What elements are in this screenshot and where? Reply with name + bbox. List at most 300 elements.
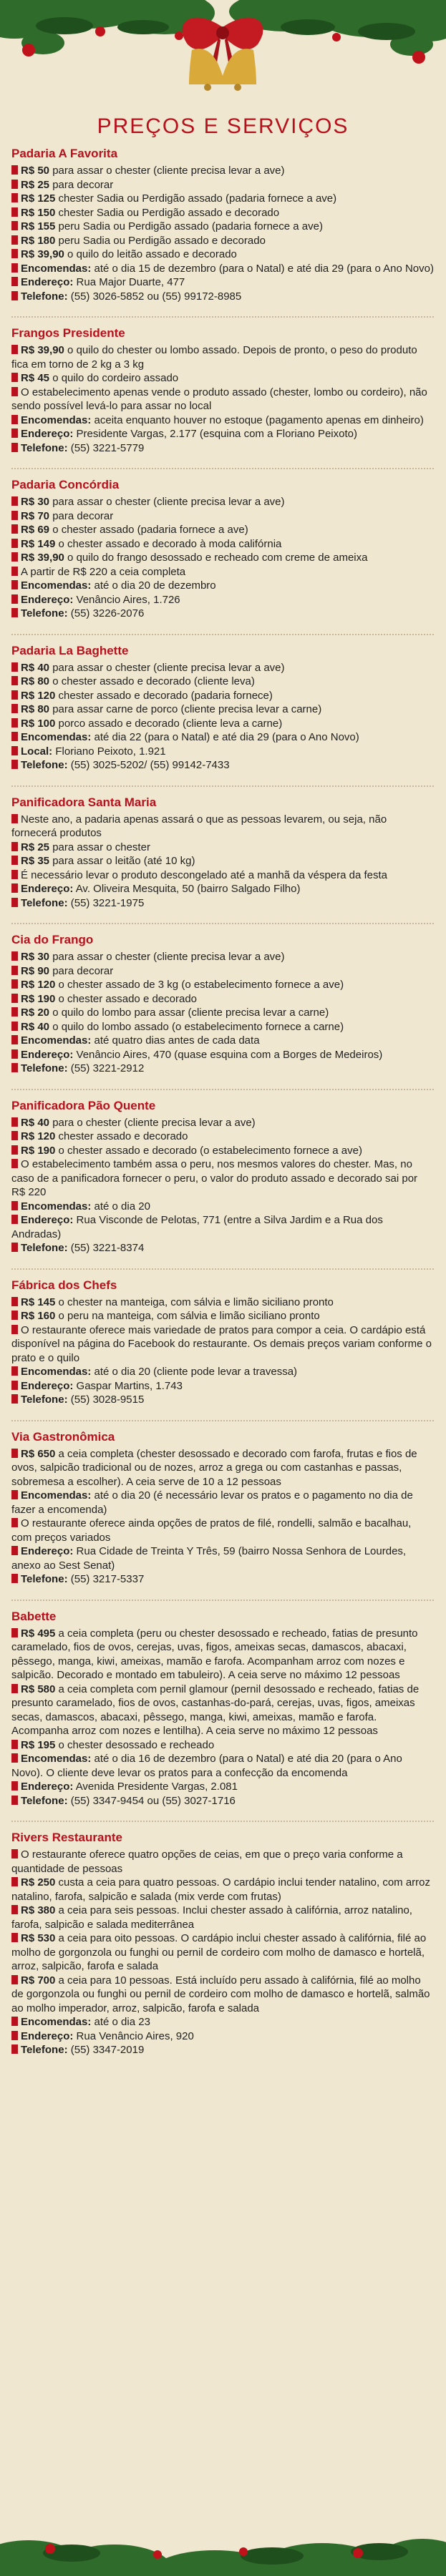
- red-square-bullet-icon: [11, 1022, 18, 1031]
- info-line: [11, 386, 434, 413]
- red-square-bullet-icon: [11, 1740, 18, 1749]
- info-line: [11, 537, 434, 552]
- info-line-text: para assar o chester (cliente precisa levar a ave): [49, 661, 285, 674]
- info-line-label: R$ 70: [21, 509, 50, 522]
- red-square-bullet-icon: [11, 2017, 18, 2026]
- info-line-text: o chester assado e decorado (cliente leva): [49, 675, 255, 687]
- info-line: [11, 1048, 434, 1062]
- info-line: [11, 689, 434, 703]
- info-line-label: R$ 45: [21, 372, 50, 384]
- info-line: [11, 1062, 434, 1076]
- info-line: [11, 413, 434, 428]
- red-square-bullet-icon: [11, 1297, 18, 1306]
- info-line-text: Rua Venâncio Aires, 920: [73, 2029, 194, 2042]
- info-line-label: Encomendas:: [21, 2016, 92, 2028]
- section-divider: [11, 468, 434, 469]
- info-line: [11, 702, 434, 717]
- establishment-entry: [11, 326, 434, 455]
- red-square-bullet-icon: [11, 870, 18, 879]
- red-square-bullet-icon: [11, 1849, 18, 1858]
- info-line-text: para decorar: [49, 178, 114, 191]
- info-line-text: até o dia 20 de dezembro: [91, 579, 216, 592]
- info-line-text: chester Sadia ou Perdigão assado e decorado: [55, 206, 280, 219]
- info-line-text: Av. Oliveira Mesquita, 50 (bairro Salgado Filho): [73, 883, 301, 895]
- info-line: [11, 745, 434, 759]
- info-line: [11, 593, 434, 607]
- info-line-text: para decorar: [49, 964, 114, 977]
- establishment-entry: [11, 644, 434, 773]
- info-line: [11, 1116, 434, 1130]
- red-square-bullet-icon: [11, 1796, 18, 1805]
- info-line-label: Telefone:: [21, 441, 68, 454]
- red-square-bullet-icon: [11, 690, 18, 700]
- info-line-label: R$ 20: [21, 1007, 50, 1019]
- info-line-text: até dia 22 (para o Natal) e até dia 29 (para o Ano Novo): [91, 731, 359, 743]
- info-line-label: Telefone:: [21, 290, 68, 303]
- red-square-bullet-icon: [11, 1201, 18, 1210]
- red-square-bullet-icon: [11, 1311, 18, 1320]
- info-line-label: R$ 380: [21, 1904, 56, 1916]
- info-line-text: custa a ceia para quatro pessoas. O cardápio inclui tender natalino, com arroz natalino, farofa, salpicão e salada (mix verde com frutas): [11, 1876, 430, 1903]
- info-line: [11, 758, 434, 773]
- info-line-text: chester assado e decorado: [55, 1130, 188, 1142]
- red-square-bullet-icon: [11, 662, 18, 672]
- info-line-text: (55) 3221-1975: [67, 896, 145, 909]
- info-line-text: para assar carne de porco (cliente precisa levar a carne): [49, 703, 322, 715]
- info-line: [11, 868, 434, 883]
- info-line-label: Encomendas:: [21, 413, 92, 426]
- info-line-label: R$ 25: [21, 178, 50, 191]
- info-line-text: Rua Cidade de Treinta Y Três, 59 (bairro Nossa Senhora de Lourdes, anexo ao Sest Senat): [11, 1545, 407, 1572]
- establishment-name: Babette: [11, 1609, 57, 1623]
- info-line-text: a ceia completa (peru ou chester desossado e recheado, fatias de presunto caramelado, fios de ovos, cerejas, uvas, figos, ameixas secas, damascos, abacaxi, pêssego, manga, kiwi, ameixas, mamão e farofa. Acompanham arroz com nozes e salpicão. Decorado e montado em tabuleiro). A ceia serve no máximo 12 pessoas: [11, 1627, 418, 1681]
- info-line: [11, 262, 434, 276]
- red-square-bullet-icon: [11, 1159, 18, 1168]
- info-line-text: até o dia 23: [91, 2016, 150, 2028]
- info-line-label: Endereço:: [21, 1048, 74, 1061]
- info-line-label: Endereço:: [21, 593, 74, 606]
- info-line-label: R$ 150: [21, 206, 56, 219]
- info-line: [11, 1627, 434, 1683]
- section-divider: [11, 1600, 434, 1601]
- red-square-bullet-icon: [11, 524, 18, 534]
- red-square-bullet-icon: [11, 277, 18, 286]
- info-line-label: R$ 30: [21, 951, 50, 963]
- section-divider: [11, 316, 434, 318]
- info-line-text: O estabelecimento apenas vende o produto assado (chester, lombo ou cordeiro), não sendo possível levá-lo para assar no local: [11, 386, 427, 412]
- info-line: [11, 1544, 434, 1572]
- info-line-text: até quatro dias antes de cada data: [91, 1034, 260, 1047]
- red-square-bullet-icon: [11, 676, 18, 685]
- info-line-text: (55) 3221-5779: [67, 441, 145, 454]
- red-square-bullet-icon: [11, 951, 18, 961]
- info-line: [11, 275, 434, 290]
- info-line: [11, 1323, 434, 1366]
- info-line-label: R$ 40: [21, 1116, 50, 1129]
- section-divider: [11, 1268, 434, 1270]
- page-title: PREÇOS E SERVIÇOS: [97, 114, 349, 138]
- info-line-text: Neste ano, a padaria apenas assará o que as pessoas levarem, ou seja, não fornecerá produtos: [11, 813, 387, 839]
- red-square-bullet-icon: [11, 249, 18, 258]
- info-line: [11, 1213, 434, 1241]
- red-square-bullet-icon: [11, 842, 18, 851]
- info-line-label: R$ 160: [21, 1310, 56, 1322]
- red-square-bullet-icon: [11, 443, 18, 452]
- red-square-bullet-icon: [11, 552, 18, 562]
- info-line-text: A partir de R$ 220 a ceia completa: [21, 565, 186, 578]
- info-line: [11, 1876, 434, 1904]
- section-divider: [11, 785, 434, 787]
- info-line-label: R$ 580: [21, 1683, 56, 1695]
- info-line-label: R$ 190: [21, 1144, 56, 1157]
- info-line-text: Rua Major Duarte, 477: [73, 276, 185, 288]
- red-square-bullet-icon: [11, 814, 18, 823]
- section-divider: [11, 923, 434, 924]
- info-line-text: (55) 3221-2912: [67, 1062, 145, 1074]
- info-line: [11, 192, 434, 206]
- info-line: [11, 1848, 434, 1876]
- info-line-label: R$ 25: [21, 841, 50, 853]
- red-square-bullet-icon: [11, 1007, 18, 1017]
- info-line: [11, 234, 434, 248]
- info-line-label: R$ 39,90: [21, 344, 64, 356]
- info-line-text: a ceia para oito pessoas. O cardápio inclui chester assado à califórnia, filé ao molho de gorgonzola ou funghi ou pernil de cordeiro com molho de damasco e hortelã, arroz, salpicão, farofa e salada: [11, 1932, 427, 1972]
- info-line: [11, 495, 434, 509]
- red-square-bullet-icon: [11, 898, 18, 907]
- red-square-bullet-icon: [11, 856, 18, 865]
- info-line: [11, 1020, 434, 1034]
- red-square-bullet-icon: [11, 1975, 18, 1984]
- info-line: [11, 551, 434, 565]
- info-line-label: Encomendas:: [21, 731, 92, 743]
- red-square-bullet-icon: [11, 1449, 18, 1458]
- info-line-label: R$ 39,90: [21, 552, 64, 564]
- info-line: [11, 1794, 434, 1808]
- info-line-label: R$ 90: [21, 964, 50, 977]
- info-line-label: Telefone:: [21, 896, 68, 909]
- info-line-text: (55) 3226-2076: [67, 607, 145, 619]
- info-line: [11, 427, 434, 441]
- info-line-label: R$ 120: [21, 689, 56, 702]
- establishment-entry: [11, 933, 434, 1076]
- info-line-label: R$ 120: [21, 1130, 56, 1142]
- red-square-bullet-icon: [11, 511, 18, 520]
- red-square-bullet-icon: [11, 496, 18, 506]
- info-line-text: (55) 3026-5852 ou (55) 99172-8985: [67, 290, 242, 303]
- info-line-text: o chester assado de 3 kg (o estabelecimento fornece a ave): [55, 979, 344, 991]
- info-line-label: Encomendas:: [21, 1034, 92, 1047]
- info-line-text: o peru na manteiga, com sálvia e limão siciliano pronto: [55, 1310, 320, 1322]
- info-line: [11, 841, 434, 855]
- christmas-garland-footer: [0, 2462, 446, 2576]
- info-line-text: para assar o chester (cliente precisa levar a ave): [49, 165, 285, 177]
- red-square-bullet-icon: [11, 1131, 18, 1140]
- establishment-name: Cia do Frango: [11, 933, 94, 946]
- red-square-bullet-icon: [11, 1781, 18, 1791]
- establishment-name: Panificadora Pão Quente: [11, 1098, 156, 1112]
- info-line: [11, 1447, 434, 1489]
- info-line-text: O estabelecimento também assa o peru, nos mesmos valores do chester. Mas, no caso de a panificadora fornecer o peru, o valor do produto assado e decorado sai por R$ 220: [11, 1158, 418, 1198]
- info-line-text: até o dia 15 de dezembro (para o Natal) e até dia 29 (para o Ano Novo): [91, 262, 434, 275]
- info-line-label: Encomendas:: [21, 1489, 92, 1502]
- info-line: [11, 1489, 434, 1517]
- info-line-text: para assar o chester (cliente precisa levar a ave): [49, 951, 285, 963]
- red-square-bullet-icon: [11, 608, 18, 617]
- establishment-entry: [11, 1430, 434, 1587]
- info-line-text: o chester assado (padaria fornece a ave): [49, 524, 248, 536]
- red-square-bullet-icon: [11, 345, 18, 354]
- info-line-label: Endereço:: [21, 428, 74, 440]
- info-line-text: o quilo do frango desossado e recheado com creme de ameixa: [64, 552, 368, 564]
- establishment-name: Panificadora Santa Maria: [11, 795, 157, 809]
- red-square-bullet-icon: [11, 1905, 18, 1914]
- establishment-name: Padaria A Favorita: [11, 147, 118, 160]
- info-line-text: até o dia 20 (cliente pode levar a travessa): [91, 1366, 298, 1378]
- info-line-text: o quilo do leitão assado e decorado: [64, 248, 237, 260]
- info-line-text: o quilo do lombo para assar (cliente precisa levar a carne): [49, 1007, 329, 1019]
- red-square-bullet-icon: [11, 207, 18, 217]
- info-line-label: Endereço:: [21, 1214, 74, 1226]
- info-line-label: R$ 69: [21, 524, 50, 536]
- info-line-text: o quilo do cordeiro assado: [49, 372, 179, 384]
- red-square-bullet-icon: [11, 760, 18, 769]
- info-line: [11, 2015, 434, 2029]
- red-square-bullet-icon: [11, 1933, 18, 1942]
- red-square-bullet-icon: [11, 979, 18, 989]
- red-square-bullet-icon: [11, 1753, 18, 1763]
- info-line-text: o quilo do chester ou lombo assado. Depois de pronto, o peso do produto fica em torno de 2 kg a 3 kg: [11, 344, 417, 371]
- info-line: [11, 1144, 434, 1158]
- info-line-text: (55) 3347-9454 ou (55) 3027-1716: [67, 1794, 236, 1807]
- red-square-bullet-icon: [11, 235, 18, 245]
- info-line-label: R$ 149: [21, 537, 56, 550]
- red-square-bullet-icon: [11, 994, 18, 1003]
- info-line-text: para assar o chester (cliente precisa levar a ave): [49, 496, 285, 508]
- info-line-text: (55) 3217-5337: [67, 1573, 145, 1585]
- info-line-text: O restaurante oferece mais variedade de pratos para compor a ceia. O cardápio está disponível na página do Facebook do restaurante. Os demais preços variam conforme o prato e o quilo: [11, 1323, 432, 1364]
- info-line-label: Telefone:: [21, 2044, 68, 2056]
- red-square-bullet-icon: [11, 1628, 18, 1637]
- red-square-bullet-icon: [11, 428, 18, 438]
- red-square-bullet-icon: [11, 1243, 18, 1252]
- info-line-text: Presidente Vargas, 2.177 (esquina com a Floriano Peixoto): [73, 428, 357, 440]
- establishment-name: Rivers Restaurante: [11, 1831, 122, 1844]
- red-square-bullet-icon: [11, 415, 18, 424]
- info-line-label: R$ 100: [21, 717, 56, 730]
- info-line: [11, 164, 434, 178]
- info-line: [11, 1034, 434, 1048]
- info-line: [11, 290, 434, 304]
- info-line: [11, 2029, 434, 2044]
- info-line-label: R$ 80: [21, 675, 50, 687]
- establishment-name: Padaria La Baghette: [11, 643, 129, 657]
- establishment-entry: [11, 1278, 434, 1407]
- info-line-text: Avenida Presidente Vargas, 2.081: [73, 1781, 238, 1793]
- info-line-label: Telefone:: [21, 1573, 68, 1585]
- info-line-label: Endereço:: [21, 1379, 74, 1392]
- info-line-label: R$ 195: [21, 1738, 56, 1751]
- info-line-text: a ceia para 10 pessoas. Está incluído peru assado à califórnia, filé ao molho de gorgonzola ou funghi ou pernil de cordeiro com molho de damasco e hortelã, salmão ao molho imperador, arroz, salpicão, farofa e salada: [11, 1974, 430, 2014]
- info-line: [11, 896, 434, 911]
- red-square-bullet-icon: [11, 1049, 18, 1059]
- info-line: [11, 220, 434, 234]
- info-line: [11, 661, 434, 675]
- info-line-label: R$ 35: [21, 855, 50, 867]
- establishment-entry: [11, 795, 434, 911]
- establishment-entry: [11, 1610, 434, 1808]
- info-line-text: (55) 3028-9515: [67, 1394, 145, 1406]
- info-line: [11, 1683, 434, 1738]
- info-line-text: Venâncio Aires, 1.726: [73, 593, 180, 606]
- red-square-bullet-icon: [11, 193, 18, 202]
- red-square-bullet-icon: [11, 1490, 18, 1499]
- establishment-name: Via Gastronômica: [11, 1429, 115, 1444]
- info-line-label: R$ 40: [21, 1020, 50, 1033]
- info-line-label: R$ 145: [21, 1296, 56, 1308]
- info-line: [11, 1517, 434, 1544]
- info-line-text: o chester desossado e recheado: [55, 1738, 215, 1751]
- red-square-bullet-icon: [11, 1117, 18, 1127]
- content: [11, 147, 434, 2057]
- red-square-bullet-icon: [11, 1546, 18, 1555]
- info-line-label: Endereço:: [21, 1781, 74, 1793]
- info-line: [11, 565, 434, 579]
- red-square-bullet-icon: [11, 732, 18, 741]
- red-square-bullet-icon: [11, 539, 18, 548]
- red-square-bullet-icon: [11, 2044, 18, 2054]
- info-line-label: Encomendas:: [21, 579, 92, 592]
- info-line-label: R$ 190: [21, 992, 56, 1005]
- info-line-text: para o chester (cliente precisa levar a ave): [49, 1116, 256, 1129]
- section-divider: [11, 634, 434, 635]
- info-line-label: Encomendas:: [21, 1366, 92, 1378]
- info-line-text: o quilo do lombo assado (o estabelecimento fornece a carne): [49, 1020, 344, 1033]
- info-line: [11, 1157, 434, 1200]
- info-line-text: até o dia 16 de dezembro (para o Natal) e até dia 20 (para o Ano Novo). O cliente deve levar os pratos para a confecção da encomenda: [11, 1753, 402, 1779]
- section-divider: [11, 1420, 434, 1421]
- info-line: [11, 1130, 434, 1144]
- info-line: [11, 371, 434, 386]
- red-square-bullet-icon: [11, 1325, 18, 1334]
- info-line-text: para assar o leitão (até 10 kg): [49, 855, 195, 867]
- info-line-label: Encomendas:: [21, 1753, 92, 1765]
- info-line-text: (55) 3347-2019: [67, 2044, 145, 2056]
- red-square-bullet-icon: [11, 1063, 18, 1072]
- info-line-text: Gaspar Martins, 1.743: [73, 1379, 183, 1392]
- red-square-bullet-icon: [11, 291, 18, 300]
- info-line-text: (55) 3221-8374: [67, 1242, 145, 1254]
- info-line-label: Telefone:: [21, 1242, 68, 1254]
- red-square-bullet-icon: [11, 580, 18, 589]
- info-line-label: R$ 125: [21, 192, 56, 205]
- establishment-entry: [11, 478, 434, 621]
- info-line: [11, 1752, 434, 1780]
- info-line-text: até o dia 20 (é necessário levar os pratos e o pagamento no dia de fazer a encomenda): [11, 1489, 413, 1516]
- info-line: [11, 1379, 434, 1394]
- info-line: [11, 1393, 434, 1407]
- info-line: [11, 1780, 434, 1794]
- info-line-text: Floriano Peixoto, 1.921: [52, 745, 166, 758]
- red-square-bullet-icon: [11, 2031, 18, 2040]
- red-square-bullet-icon: [11, 1145, 18, 1155]
- info-line: [11, 854, 434, 868]
- info-line-label: R$ 155: [21, 220, 56, 232]
- info-line: [11, 178, 434, 192]
- info-line-label: Endereço:: [21, 1545, 74, 1557]
- info-line-text: o chester na manteiga, com sálvia e limão siciliano pronto: [55, 1296, 334, 1308]
- info-line: [11, 343, 434, 371]
- section-divider: [11, 1089, 434, 1090]
- info-line: [11, 717, 434, 731]
- info-line: [11, 509, 434, 524]
- info-line: [11, 607, 434, 621]
- info-line: [11, 441, 434, 456]
- info-line-text: para decorar: [49, 509, 114, 522]
- red-square-bullet-icon: [11, 1215, 18, 1224]
- info-line-text: peru Sadia ou Perdigão assado (padaria fornece a ave): [55, 220, 323, 232]
- info-line-label: Endereço:: [21, 276, 74, 288]
- establishment-entry: [11, 1099, 434, 1255]
- info-line-label: Encomendas:: [21, 1200, 92, 1213]
- red-square-bullet-icon: [11, 165, 18, 175]
- info-line: [11, 1200, 434, 1214]
- red-square-bullet-icon: [11, 180, 18, 189]
- info-line-label: Telefone:: [21, 1062, 68, 1074]
- info-line-label: R$ 700: [21, 1974, 56, 1987]
- info-line: [11, 1572, 434, 1587]
- info-line: [11, 882, 434, 896]
- red-square-bullet-icon: [11, 1366, 18, 1376]
- red-square-bullet-icon: [11, 746, 18, 755]
- info-line-label: Telefone:: [21, 1794, 68, 1807]
- red-square-bullet-icon: [11, 1574, 18, 1583]
- info-line-text: chester assado e decorado (padaria fornece): [55, 689, 273, 702]
- red-square-bullet-icon: [11, 594, 18, 604]
- info-line-label: R$ 250: [21, 1876, 56, 1889]
- info-line: [11, 1974, 434, 2016]
- info-line: [11, 2043, 434, 2057]
- red-square-bullet-icon: [11, 263, 18, 273]
- info-line-label: R$ 40: [21, 661, 50, 674]
- red-square-bullet-icon: [11, 1684, 18, 1693]
- info-line: [11, 523, 434, 537]
- red-square-bullet-icon: [11, 1035, 18, 1044]
- info-line-label: Endereço:: [21, 883, 74, 895]
- red-square-bullet-icon: [11, 883, 18, 893]
- establishment-entry: [11, 1831, 434, 2057]
- red-square-bullet-icon: [11, 704, 18, 713]
- red-square-bullet-icon: [11, 373, 18, 382]
- info-line-label: R$ 50: [21, 165, 50, 177]
- info-line-text: o chester assado e decorado à moda califórnia: [55, 537, 282, 550]
- info-line-label: R$ 39,90: [21, 248, 64, 260]
- red-square-bullet-icon: [11, 1877, 18, 1886]
- info-line-label: Local:: [21, 745, 53, 758]
- red-square-bullet-icon: [11, 1394, 18, 1404]
- info-line-text: (55) 3025-5202/ (55) 99142-7433: [67, 759, 230, 771]
- info-line-text: a ceia completa (chester desossado e decorado com farofa, frutas e fios de ovos, salpicão tradicional ou de nozes, arroz a grega ou com castanhas e passas, sobremesa a escolher). A ceia serve de 10 a 12 pessoas: [11, 1447, 417, 1488]
- red-square-bullet-icon: [11, 718, 18, 728]
- info-line-label: Telefone:: [21, 1394, 68, 1406]
- establishment-name: Padaria Concórdia: [11, 478, 120, 491]
- red-square-bullet-icon: [11, 387, 18, 396]
- info-line-label: R$ 495: [21, 1627, 56, 1640]
- info-line: [11, 978, 434, 992]
- info-line-label: R$ 80: [21, 703, 50, 715]
- establishment-entry: [11, 147, 434, 303]
- red-square-bullet-icon: [11, 567, 18, 576]
- info-line-label: Telefone:: [21, 759, 68, 771]
